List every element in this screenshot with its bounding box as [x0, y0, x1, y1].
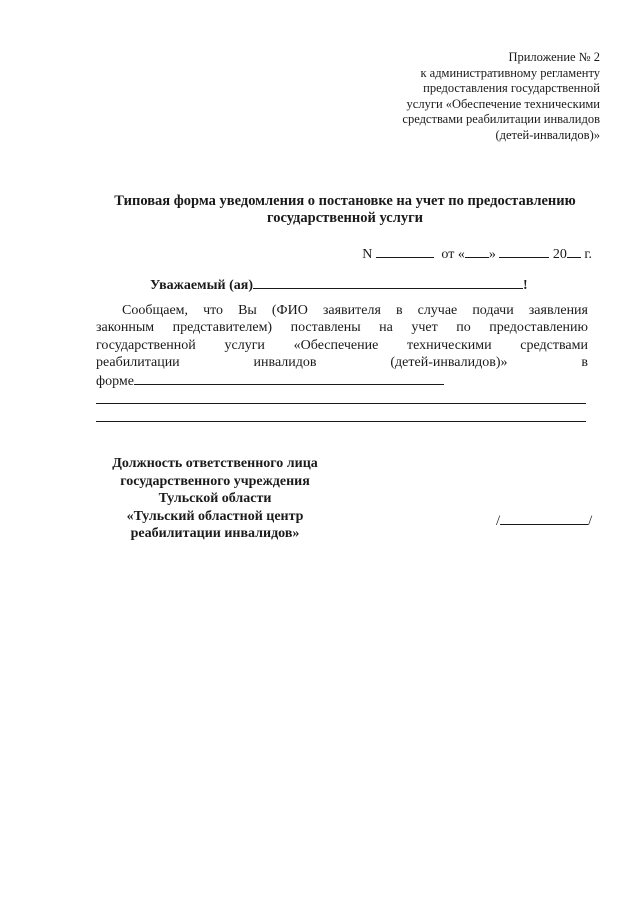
- form-type-field[interactable]: [134, 371, 444, 385]
- greeting-exclamation: !: [522, 278, 528, 293]
- number-label: N: [362, 247, 373, 262]
- slash-close: /: [588, 513, 593, 529]
- greeting-line: [150, 275, 528, 294]
- form-title-line2: государственной услуги: [266, 210, 424, 226]
- appendix-line: к административному регламенту: [420, 65, 600, 80]
- date-close-quote: »: [488, 247, 496, 262]
- signature-field-line: [496, 511, 592, 530]
- slash-open: /: [496, 513, 501, 529]
- appendix-header: [340, 50, 600, 143]
- signature-line: Должность ответственного лица: [112, 456, 318, 471]
- body-line-1: Сообщаем, что Вы (ФИО заявителя в случае подачи заявления: [122, 303, 588, 318]
- year-field[interactable]: [567, 244, 581, 258]
- appendix-line: (детей-инвалидов)»: [495, 127, 600, 142]
- signature-line: реабилитации инвалидов»: [130, 526, 300, 541]
- form-title-line1: Типовая форма уведомления о постановке на учет по предоставлению: [114, 193, 576, 209]
- appendix-line: Приложение № 2: [508, 50, 600, 64]
- body-line-3: государственной услуги «Обеспечение техническими средствами: [96, 337, 588, 353]
- blank-line[interactable]: [96, 421, 586, 422]
- signature-field[interactable]: [500, 511, 588, 525]
- blank-line[interactable]: [96, 403, 586, 404]
- appendix-line: услуги «Обеспечение техническими: [406, 96, 600, 111]
- signature-block: [95, 455, 335, 543]
- recipient-name-field[interactable]: [253, 275, 523, 289]
- body-line-4: реабилитации инвалидов (детей-инвалидов)» в: [96, 354, 588, 370]
- signature-line: Тульской области: [158, 491, 272, 506]
- year-suffix: г.: [584, 247, 592, 262]
- body-line-5: [96, 371, 588, 390]
- greeting-label: Уважаемый (ая): [150, 278, 253, 293]
- signature-line: «Тульский областной центр: [126, 508, 304, 524]
- date-from-label: от «: [441, 247, 465, 262]
- form-title: [95, 193, 595, 227]
- number-date-line: [362, 244, 592, 263]
- notification-body: [96, 302, 588, 390]
- appendix-line: средствами реабилитации инвалидов: [402, 112, 600, 126]
- body-line-2: законным представителем) поставлены на учет по предоставлению: [96, 320, 588, 336]
- day-field[interactable]: [465, 244, 489, 258]
- form-label: форме: [96, 374, 134, 390]
- signature-line: государственного учреждения: [120, 473, 310, 489]
- number-field[interactable]: [376, 244, 434, 258]
- month-field[interactable]: [499, 244, 549, 258]
- appendix-line: предоставления государственной: [423, 81, 600, 95]
- year-prefix: 20: [552, 247, 567, 262]
